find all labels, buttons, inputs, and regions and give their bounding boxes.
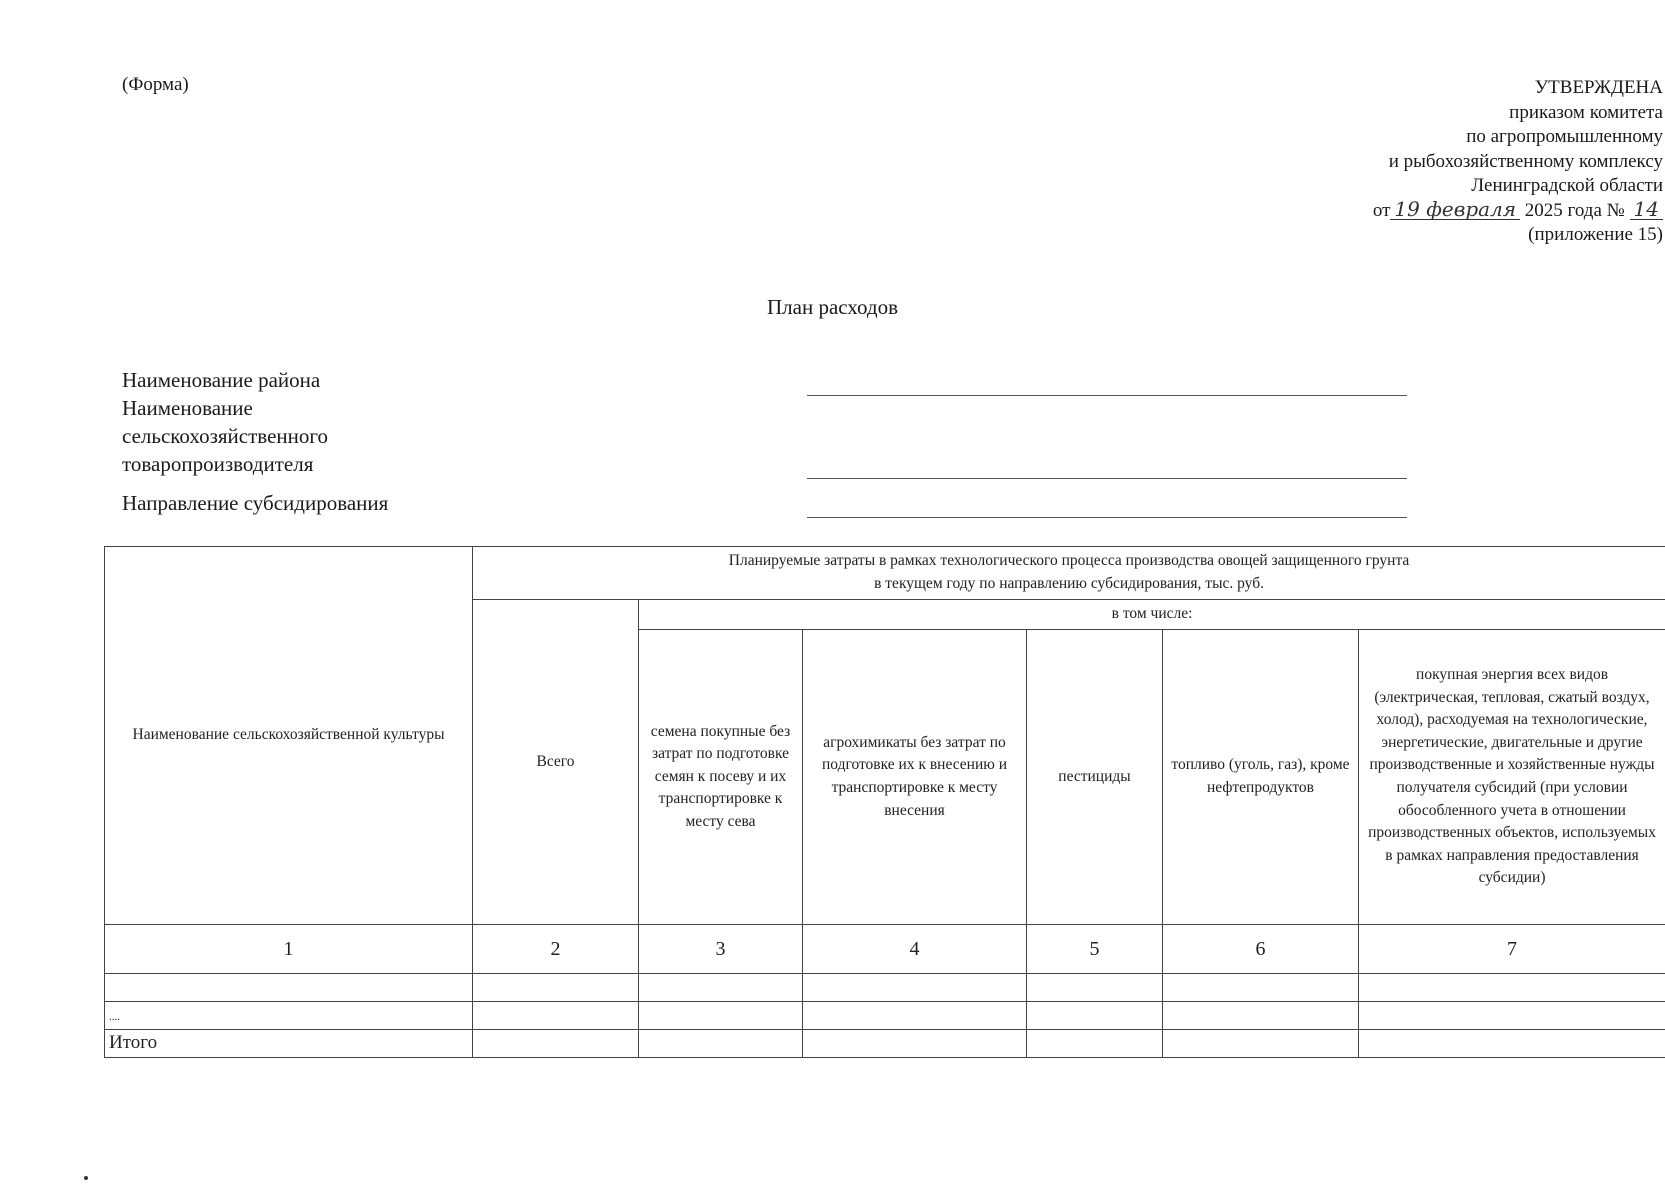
energy-header: покупная энергия всех видов (электрическая, тепловая, сжатый воздух, холод), расходуемая на технологические, энергетические, двигательные и другие производственные и хозяйственные нужды получателя субсидий (при условии обособленного учета в отношении производственных объектов, используемых в рамках направления предоставления субсидии) <box>1359 630 1665 925</box>
direction-label: Направление субсидирования <box>122 491 389 515</box>
table-cell[interactable] <box>1027 974 1163 1002</box>
scan-speck <box>84 1176 88 1180</box>
crop-name-header: Наименование сельскохозяйственной культуры <box>105 547 473 925</box>
ellipsis-cell: .... <box>105 1002 473 1030</box>
producer-field-line[interactable] <box>807 478 1407 479</box>
approval-date-line <box>1143 196 1663 224</box>
district-label: Наименование района <box>122 368 321 392</box>
including-header: в том числе: <box>639 600 1665 630</box>
table-cell[interactable] <box>803 1030 1027 1058</box>
pesticides-header: пестициды <box>1027 630 1163 925</box>
table-cell[interactable] <box>1163 1002 1359 1030</box>
table-row <box>105 1002 1665 1030</box>
table-cell[interactable] <box>1359 1030 1665 1058</box>
page-title: План расходов <box>766 295 898 319</box>
total-header: Всего <box>473 600 639 925</box>
producer-label-line-1: Наименование <box>122 396 253 420</box>
handwritten-number: 14 <box>1630 199 1663 220</box>
table-cell[interactable] <box>473 1002 639 1030</box>
column-number-row <box>105 925 1665 974</box>
approval-line-1: УТВЕРЖДЕНА <box>1534 77 1663 98</box>
table-cell[interactable] <box>639 974 803 1002</box>
fuel-header: топливо (уголь, газ), кроме нефтепродуктов <box>1163 630 1359 925</box>
table-cell[interactable] <box>1027 1002 1163 1030</box>
producer-label-line-2: сельскохозяйственного <box>122 424 328 448</box>
approval-line-4: и рыбохозяйственному комплексу <box>1388 150 1663 172</box>
district-field-line[interactable] <box>807 395 1407 396</box>
agrochemicals-header: агрохимикаты без затрат по подготовке их к внесению и транспортировке к месту внесения <box>803 630 1027 925</box>
date-prefix: от <box>1372 199 1391 221</box>
table-cell[interactable] <box>1163 974 1359 1002</box>
column-number: 1 <box>105 925 473 974</box>
seeds-header: семена покупные без затрат по подготовке семян к посеву и их транспортировке к месту сева <box>639 630 803 925</box>
handwritten-date: 19 февраля <box>1390 199 1520 220</box>
table-cell[interactable] <box>803 1002 1027 1030</box>
expense-plan-table <box>104 546 1665 1058</box>
table-cell[interactable] <box>803 974 1027 1002</box>
approval-stamp <box>1143 76 1663 248</box>
table-cell[interactable] <box>473 974 639 1002</box>
direction-field-line[interactable] <box>807 517 1407 518</box>
approval-line-3: по агропромышленному <box>1466 126 1663 147</box>
column-number: 3 <box>639 925 803 974</box>
total-row-label: Итого <box>105 1030 473 1058</box>
planned-costs-header-line-2: в текущем году по направлению субсидирования, тыс. руб. <box>874 575 1264 592</box>
approval-line-5: Ленинградской области <box>1471 175 1663 196</box>
column-number: 7 <box>1359 925 1665 974</box>
form-label: (Форма) <box>122 74 189 95</box>
date-suffix: 2025 года № <box>1524 199 1625 221</box>
table-cell[interactable] <box>1027 1030 1163 1058</box>
producer-label-line-3: товаропроизводителя <box>122 452 314 476</box>
approval-line-2: приказом комитета <box>1509 101 1663 123</box>
table-row <box>105 974 1665 1002</box>
table-cell[interactable] <box>1163 1030 1359 1058</box>
table-cell[interactable] <box>639 1002 803 1030</box>
table-cell[interactable] <box>639 1030 803 1058</box>
table-cell[interactable] <box>473 1030 639 1058</box>
planned-costs-header <box>473 547 1665 600</box>
column-number: 6 <box>1163 925 1359 974</box>
table-cell[interactable] <box>105 974 473 1002</box>
producer-label <box>122 394 328 478</box>
table-cell[interactable] <box>1359 1002 1665 1030</box>
total-row <box>105 1030 1665 1058</box>
column-number: 5 <box>1027 925 1163 974</box>
column-number: 2 <box>473 925 639 974</box>
appendix-label: (приложение 15) <box>1528 224 1663 245</box>
table-cell[interactable] <box>1359 974 1665 1002</box>
column-number: 4 <box>803 925 1027 974</box>
planned-costs-header-line-1: Планируемые затраты в рамках технологического процесса производства овощей защищенного грунта <box>728 552 1410 570</box>
